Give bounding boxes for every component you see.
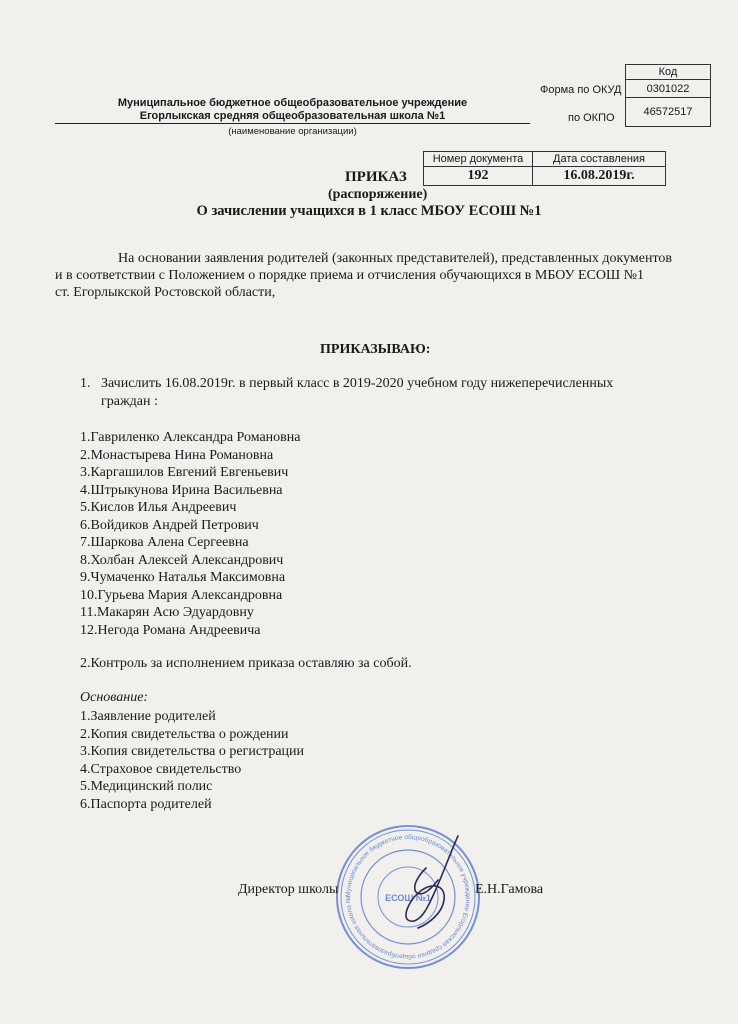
list-item: 5.Медицинский полис xyxy=(80,779,213,794)
list-item: 4.Страховое свидетельство xyxy=(80,761,242,777)
list-item: 8.Холбан Алексей Александрович xyxy=(80,552,284,568)
date-header: Дата составления xyxy=(533,152,666,167)
okpo-label: по ОКПО xyxy=(568,112,615,124)
okud-code: 0301022 xyxy=(626,80,711,98)
list-item: 1.Гавриленко Александра Романовна xyxy=(80,430,301,445)
doc-title: О зачислении учащихся в 1 класс МБОУ ЕСОШ №1 xyxy=(196,203,542,219)
stamp-center-text: ЕСОШ №1 xyxy=(385,893,431,903)
intro-line-3: ст. Егорлыкской Ростовской области, xyxy=(55,285,276,300)
list-item: 4.Штрыкунова Ирина Васильевна xyxy=(80,482,283,498)
list-item: 10.Гурьева Мария Александровна xyxy=(80,587,283,603)
list-item: 11.Макарян Асю Эдуардовну xyxy=(80,605,254,620)
doc-date: 16.08.2019г. xyxy=(533,167,666,186)
list-item: 3.Копия свидетельства о регистрации xyxy=(80,744,305,759)
list-item: 2.Копия свидетельства о рождении xyxy=(80,726,289,742)
org-name-line2: Егорлыкская средняя общеобразовательная школа №1 xyxy=(55,110,530,124)
signature-name: Е.Н.Гамова xyxy=(475,882,544,897)
point1-number: 1. xyxy=(80,376,91,391)
stamp-ring-text: Муниципальное бюджетное общеобразовательное учреждение Егорлыкская средняя общеобразовательная школа № xyxy=(344,833,472,961)
list-item: 2.Монастырева Нина Романовна xyxy=(80,447,274,463)
code-header: Код xyxy=(626,65,711,80)
doc-number: 192 xyxy=(424,167,533,186)
basis-list xyxy=(80,708,304,813)
students-list xyxy=(80,429,301,639)
list-item: 1.Заявление родителей xyxy=(80,709,216,724)
number-header: Номер документа xyxy=(424,152,533,167)
list-item: 12.Негода Романа Андреевича xyxy=(80,622,261,638)
director-signature xyxy=(388,828,478,948)
intro-line-2: и в соответствии с Положением о порядке приема и отчисления обучающихся в МБОУ ЕСОШ №1 xyxy=(55,268,644,283)
org-caption: (наименование организации) xyxy=(228,126,357,137)
list-item: 3.Каргашилов Евгений Евгеньевич xyxy=(80,465,289,480)
list-item: 7.Шаркова Алена Сергеевна xyxy=(80,535,249,550)
okpo-code: 46572517 xyxy=(626,98,711,127)
org-name-line1: Муниципальное бюджетное общеобразовательное учреждение xyxy=(117,97,468,109)
list-item: 5.Кислов Илья Андреевич xyxy=(80,500,237,515)
doc-type-sub: (распоряжение) xyxy=(328,187,428,202)
order-word: ПРИКАЗЫВАЮ: xyxy=(320,342,431,357)
codes-table xyxy=(625,64,711,127)
point2: 2.Контроль за исполнением приказа оставляю за собой. xyxy=(80,656,412,671)
doc-number-table xyxy=(423,151,666,186)
doc-type: ПРИКАЗ xyxy=(345,169,407,185)
intro-line-1: На основании заявления родителей (законных представителей), представленных документов xyxy=(118,251,673,266)
point1-line-1: Зачислить 16.08.2019г. в первый класс в 2019-2020 учебном году нижеперечисленных xyxy=(101,376,614,391)
list-item: 6.Паспорта родителей xyxy=(80,796,212,812)
signature-position: Директор школы xyxy=(238,882,339,897)
basis-title: Основание: xyxy=(80,690,149,705)
list-item: 6.Войдиков Андрей Петрович xyxy=(80,517,259,533)
point1-line-2: граждан : xyxy=(101,394,158,409)
list-item: 9.Чумаченко Наталья Максимовна xyxy=(80,570,286,585)
okud-label: Форма по ОКУД xyxy=(540,84,622,96)
